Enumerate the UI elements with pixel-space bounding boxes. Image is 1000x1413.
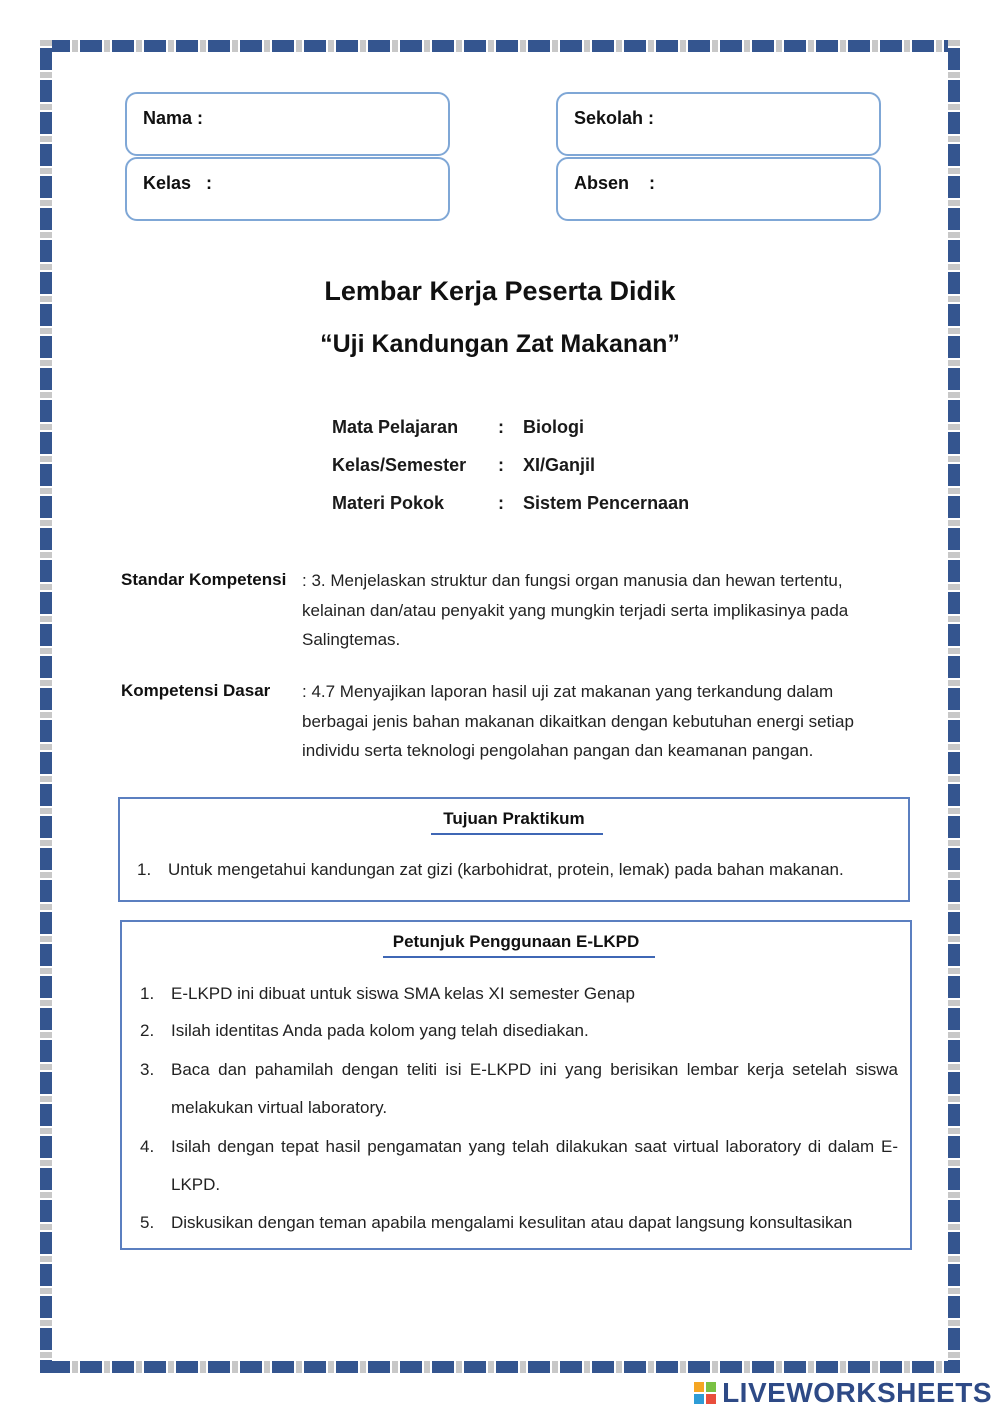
list-text: Baca dan pahamilah dengan teliti isi E-LKPD ini yang berisikan lembar kerja setelah siswa melakukan virtual laboratory. <box>171 1060 898 1117</box>
kelas-label: Kelas : <box>143 173 213 193</box>
kelas-box <box>125 157 450 221</box>
absen-label: Absen : <box>574 173 656 193</box>
meta-value: Biologi <box>523 417 584 437</box>
liveworksheets-icon <box>694 1382 716 1404</box>
page-title: Lembar Kerja Peserta Didik <box>324 276 676 306</box>
standar-kompetensi-label: Standar Kompetensi <box>121 570 287 589</box>
meta-key: Materi Pokok <box>332 493 445 513</box>
meta-colon: : <box>498 417 504 437</box>
meta-colon: : <box>498 455 504 475</box>
list-number: 3. <box>140 1060 155 1079</box>
absen-box <box>556 157 881 221</box>
meta-colon: : <box>498 493 504 513</box>
list-text: Isilah identitas Anda pada kolom yang telah disediakan. <box>171 1021 589 1040</box>
list-text: Untuk mengetahui kandungan zat gizi (karbohidrat, protein, lemak) pada bahan makanan. <box>168 860 844 879</box>
list-number: 4. <box>140 1137 155 1156</box>
nama-input[interactable] <box>247 106 434 138</box>
list-text: E-LKPD ini dibuat untuk siswa SMA kelas XI semester Genap <box>171 984 635 1003</box>
petunjuk-title: Petunjuk Penggunaan E-LKPD <box>392 932 640 951</box>
petunjuk-underline <box>383 956 655 958</box>
list-number: 1. <box>137 860 152 879</box>
nama-box <box>125 92 450 156</box>
border-top <box>40 40 960 52</box>
list-number: 2. <box>140 1021 155 1040</box>
border-right <box>948 40 960 1373</box>
liveworksheets-logo <box>694 1377 992 1409</box>
list-number: 1. <box>140 984 155 1003</box>
border-bottom <box>40 1361 960 1373</box>
list-number: 5. <box>140 1213 155 1232</box>
meta-value: XI/Ganjil <box>523 455 596 475</box>
meta-key: Kelas/Semester <box>332 455 467 475</box>
brand-name: LIVEWORKSHEETS <box>722 1377 992 1408</box>
border-left <box>40 40 52 1373</box>
tujuan-underline <box>431 833 603 835</box>
standar-kompetensi-text: : 3. Menjelaskan struktur dan fungsi organ manusia dan hewan tertentu, kelainan dan/atau penyakit yang mungkin terjadi serta implikasinya pada Salingtemas. <box>302 571 849 649</box>
kompetensi-dasar-label: Kompetensi Dasar <box>121 681 271 700</box>
list-item <box>140 1204 898 1242</box>
tujuan-title: Tujuan Praktikum <box>443 809 585 828</box>
page-subtitle: “Uji Kandungan Zat Makanan” <box>320 330 680 358</box>
meta-value: Sistem Pencernaan <box>523 493 690 513</box>
kompetensi-dasar-text: : 4.7 Menyajikan laporan hasil uji zat makanan yang terkandung dalam berbagai jenis bahan makanan dikaitkan dengan kebutuhan energi setiap individu serta teknologi pengolahan pangan dan keamanan pangan. <box>302 682 854 760</box>
sekolah-label: Sekolah : <box>574 108 655 128</box>
petunjuk-panel <box>120 920 912 1250</box>
kelas-input[interactable] <box>247 171 434 203</box>
tujuan-panel <box>118 797 910 902</box>
nama-label: Nama : <box>143 108 204 128</box>
meta-key: Mata Pelajaran <box>332 417 459 437</box>
list-text: Diskusikan dengan teman apabila mengalami kesulitan atau dapat langsung konsultasikan <box>171 1213 853 1232</box>
list-text: Isilah dengan tepat hasil pengamatan yang telah dilakukan saat virtual laboratory di dalam E-LKPD. <box>171 1137 898 1194</box>
absen-input[interactable] <box>678 171 865 203</box>
sekolah-input[interactable] <box>678 106 865 138</box>
sekolah-box <box>556 92 881 156</box>
